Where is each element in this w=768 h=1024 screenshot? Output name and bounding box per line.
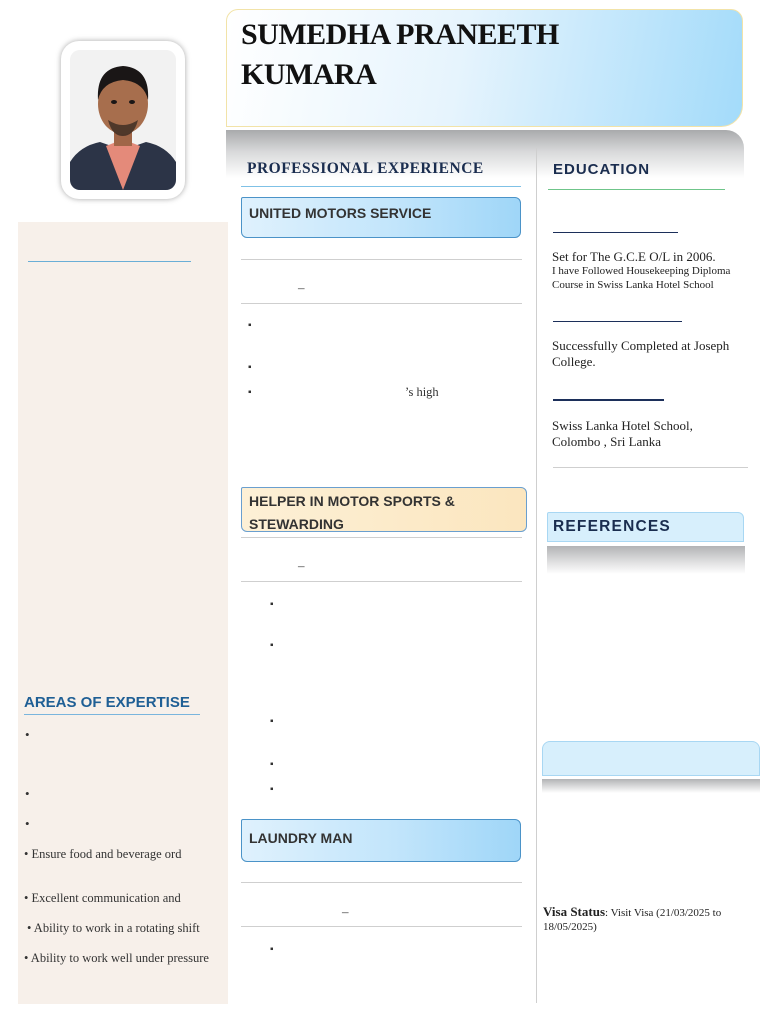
experience-heading-rule <box>241 186 521 187</box>
duty-bullet: ▪ <box>270 759 274 770</box>
duty-bullet: ▪ <box>248 387 252 398</box>
job-divider <box>241 537 522 538</box>
education-end-rule <box>553 467 748 468</box>
empty-section-box <box>542 741 760 776</box>
job-title-motor-sports: HELPER IN MOTOR SPORTS & STEWARDING <box>241 487 527 532</box>
job-divider <box>241 882 522 883</box>
job-title-united-motors: UNITED MOTORS SERVICE <box>241 197 521 238</box>
expertise-item: • Ability to work well under pressure <box>24 951 209 965</box>
visa-status-value: : Visit Visa (21/03/2025 to 18/05/2025) <box>543 907 722 933</box>
visa-status-label: Visa Status <box>543 904 606 919</box>
sidebar-divider <box>28 261 191 262</box>
expertise-bullet: • <box>25 786 30 801</box>
duty-bullet: ▪ <box>270 784 274 795</box>
education-entry-detail: I have Followed Housekeeping Diploma Course in Swiss Lanka Hotel School <box>552 265 731 291</box>
education-entry-line: Successfully Completed at Joseph College. <box>552 338 730 369</box>
candidate-name-line2: KUMARA <box>241 58 377 91</box>
left-sidebar <box>18 222 228 1004</box>
education-entry-rule <box>553 321 682 322</box>
profile-photo-frame <box>61 41 185 199</box>
visa-status <box>543 905 758 934</box>
job-divider <box>241 259 522 260</box>
profile-photo <box>70 50 176 190</box>
job-divider <box>241 926 522 927</box>
job-divider <box>241 303 522 304</box>
areas-of-expertise-heading: AREAS OF EXPERTISE <box>24 694 200 715</box>
expertise-bullet: • <box>25 816 30 831</box>
candidate-name-line1: SUMEDHA PRANEETH <box>241 18 559 51</box>
education-heading-rule <box>548 189 725 190</box>
education-entry-rule <box>553 399 664 401</box>
duty-bullet: ▪ <box>270 640 274 651</box>
expertise-item: • Excellent communication and <box>24 891 181 905</box>
education-entry-line: Set for The G.C.E O/L in 2006. <box>552 249 716 264</box>
person-photo-icon <box>70 50 176 190</box>
job-title-laundry-man: LAUNDRY MAN <box>241 819 521 862</box>
professional-experience-heading: PROFESSIONAL EXPERIENCE <box>247 160 484 177</box>
expertise-bullet: • <box>25 727 30 742</box>
date-dash: – <box>298 558 305 573</box>
references-shade <box>547 546 745 574</box>
education-heading: EDUCATION <box>553 161 651 178</box>
expertise-item: • Ensure food and beverage ord <box>24 847 182 861</box>
references-heading: REFERENCES <box>553 518 671 535</box>
date-dash: – <box>298 280 305 295</box>
date-dash: – <box>342 904 349 919</box>
duty-bullet: ▪ <box>270 599 274 610</box>
job-divider <box>241 581 522 582</box>
education-entry-rule <box>553 232 678 233</box>
expertise-item: • Ability to work in a rotating shift <box>27 921 200 935</box>
duty-bullet: ▪ <box>248 362 252 373</box>
empty-section-shade <box>542 779 760 793</box>
duty-text-fragment: ’s high <box>405 385 439 399</box>
duty-bullet: ▪ <box>270 716 274 727</box>
education-entry-line: Swiss Lanka Hotel School, Colombo , Sri Lanka <box>552 418 693 449</box>
column-divider <box>536 148 537 1003</box>
duty-bullet: ▪ <box>270 944 274 955</box>
duty-bullet: ▪ <box>248 320 252 331</box>
